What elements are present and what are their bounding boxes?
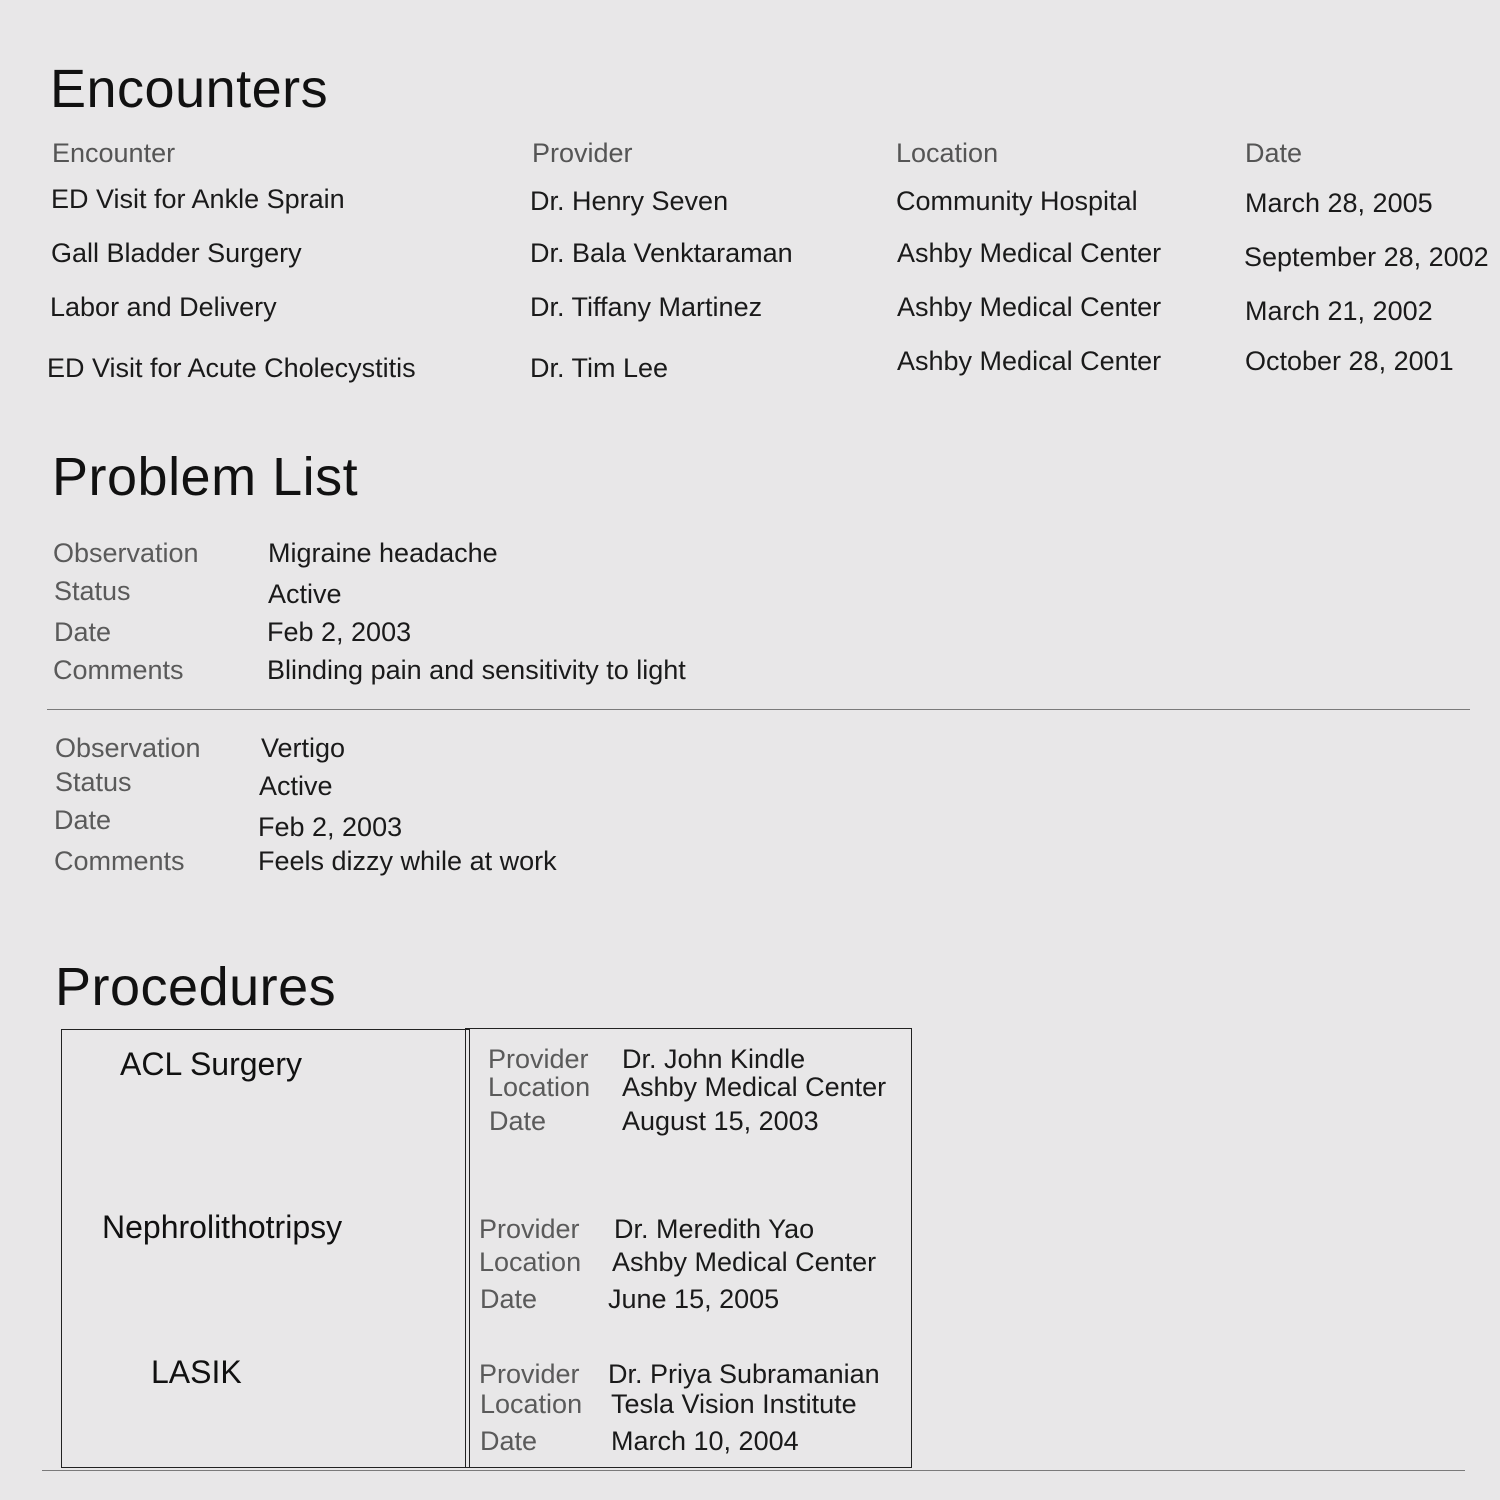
date-cell: October 28, 2001 [1245, 346, 1454, 376]
provider-label: Provider [479, 1214, 580, 1244]
date-value: Feb 2, 2003 [258, 812, 403, 842]
date-value: Feb 2, 2003 [267, 617, 412, 647]
location-label: Location [479, 1247, 582, 1277]
location-cell: Ashby Medical Center [897, 292, 1162, 322]
provider-value: Dr. Priya Subramanian [608, 1359, 880, 1389]
date-value: August 15, 2003 [622, 1106, 819, 1136]
procedure-name[interactable]: Nephrolithotripsy [102, 1209, 343, 1245]
encounters-title: Encounters [50, 59, 329, 119]
col-header-date: Date [1245, 138, 1303, 168]
date-label: Date [480, 1284, 538, 1314]
date-label: Date [54, 617, 112, 647]
location-value: Tesla Vision Institute [611, 1389, 857, 1419]
date-cell: March 28, 2005 [1245, 188, 1433, 218]
col-header-encounter: Encounter [52, 138, 176, 168]
encounter-cell: ED Visit for Ankle Sprain [51, 184, 345, 214]
divider [47, 709, 1470, 710]
col-header-location: Location [896, 138, 999, 168]
divider [42, 1470, 1465, 1471]
date-value: June 15, 2005 [608, 1284, 780, 1314]
comments-value: Feels dizzy while at work [258, 846, 557, 876]
status-value: Active [268, 579, 342, 609]
provider-value: Dr. Meredith Yao [614, 1214, 815, 1244]
date-cell: September 28, 2002 [1244, 242, 1489, 272]
location-cell: Community Hospital [896, 186, 1138, 216]
encounter-cell: ED Visit for Acute Cholecystitis [47, 353, 416, 383]
status-value: Active [259, 771, 333, 801]
procedure-name[interactable]: ACL Surgery [120, 1046, 302, 1082]
status-label: Status [55, 767, 132, 797]
problem-list-title: Problem List [52, 447, 359, 507]
date-cell: March 21, 2002 [1245, 296, 1433, 326]
date-label: Date [489, 1106, 547, 1136]
provider-value: Dr. John Kindle [622, 1044, 806, 1074]
provider-label: Provider [488, 1044, 589, 1074]
location-value: Ashby Medical Center [612, 1247, 877, 1277]
provider-cell: Dr. Bala Venktaraman [530, 238, 793, 268]
location-label: Location [480, 1389, 583, 1419]
provider-cell: Dr. Tiffany Martinez [530, 292, 763, 322]
date-label: Date [54, 805, 112, 835]
location-value: Ashby Medical Center [622, 1072, 887, 1102]
provider-cell: Dr. Henry Seven [530, 186, 729, 216]
observation-value: Vertigo [261, 733, 346, 763]
comments-value: Blinding pain and sensitivity to light [267, 655, 686, 685]
location-cell: Ashby Medical Center [897, 346, 1162, 376]
observation-value: Migraine headache [268, 538, 498, 568]
procedure-names-panel [61, 1029, 470, 1468]
col-header-provider: Provider [532, 138, 633, 168]
comments-label: Comments [54, 846, 185, 876]
observation-label: Observation [53, 538, 199, 568]
date-label: Date [480, 1426, 538, 1456]
location-cell: Ashby Medical Center [897, 238, 1162, 268]
date-value: March 10, 2004 [611, 1426, 799, 1456]
observation-label: Observation [55, 733, 201, 763]
location-label: Location [488, 1072, 591, 1102]
procedures-title: Procedures [55, 957, 337, 1017]
provider-cell: Dr. Tim Lee [530, 353, 669, 383]
encounter-cell: Gall Bladder Surgery [51, 238, 302, 268]
provider-label: Provider [479, 1359, 580, 1389]
comments-label: Comments [53, 655, 184, 685]
encounter-cell: Labor and Delivery [50, 292, 277, 322]
status-label: Status [54, 576, 131, 606]
procedure-name[interactable]: LASIK [151, 1354, 242, 1390]
